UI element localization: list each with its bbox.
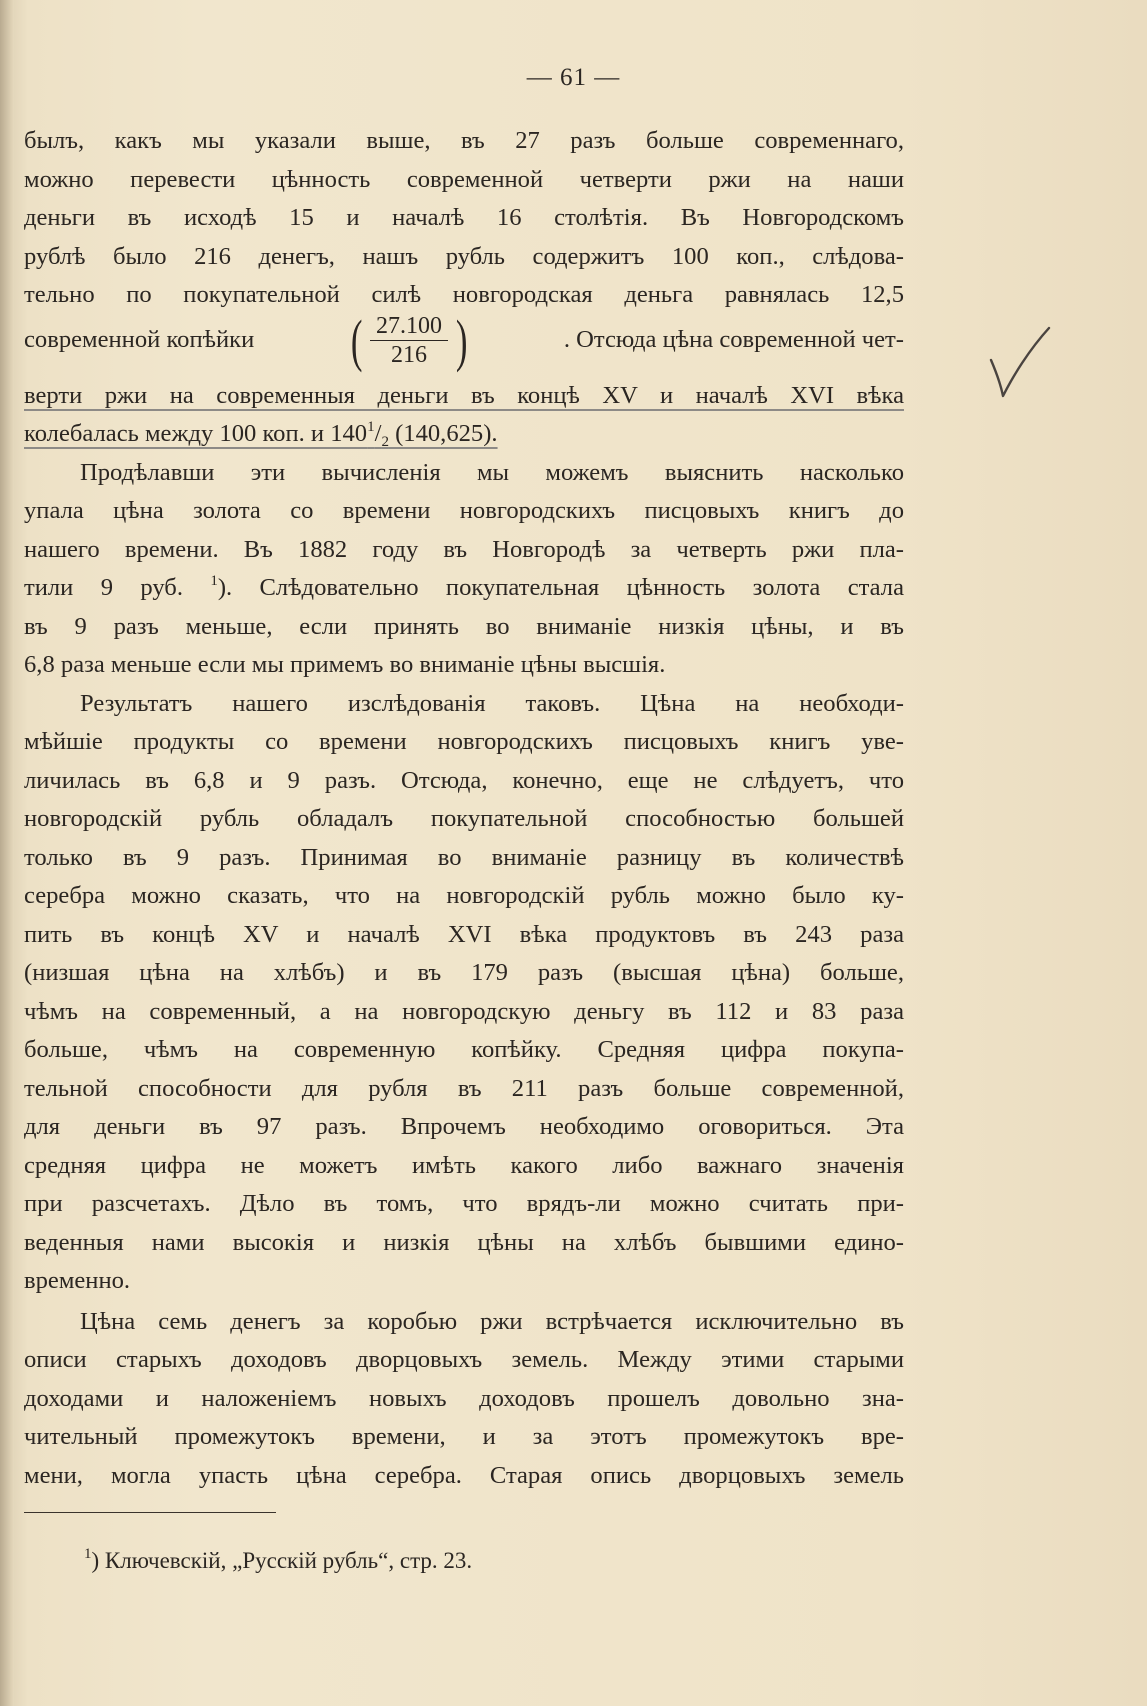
text-line: нашего времени. Въ 1882 году въ Новгородѣ за четверть ржи пла- (24, 535, 904, 563)
text-line: только въ 9 разъ. Принимая во вниманіе разницу въ количествѣ (24, 843, 904, 871)
text-line: описи старыхъ доходовъ дворцовыхъ земель. Между этими старыми (24, 1346, 904, 1373)
text-line: при разсчетахъ. Дѣло въ томъ, что врядъ-ли можно считать при- (24, 1190, 904, 1217)
left-paren-glyph: ( (350, 307, 363, 373)
page-binding-edge (0, 0, 14, 1706)
text-line: Результатъ нашего изслѣдованія таковъ. Цѣна на необходи- (80, 689, 904, 717)
paragraph-4 (24, 1303, 904, 1496)
text-line: Продѣлавши эти вычисленія мы можемъ выяснить насколько (80, 458, 904, 486)
text-segment: . Отсюда цѣна современной чет- (563, 326, 904, 354)
footnote-marker: 1 (84, 1546, 92, 1562)
paragraph-1 (24, 122, 904, 454)
paragraph-3 (24, 685, 904, 1301)
text-line: больше, чѣмъ на современную копѣйку. Средняя цифра покупа- (24, 1036, 904, 1063)
text-line: тили 9 руб. $^1$). Слѣдовательно покупательная цѣнность золота стала (24, 573, 904, 601)
fraction-numerator: 27.100 (370, 312, 448, 341)
text-line: средняя цифра не можетъ имѣть какого либо важнаго значенія (24, 1151, 904, 1179)
text-line: мѣйшіе продукты со времени новгородскихъ писцовыхъ книгъ уве- (24, 728, 904, 755)
page-number: — 61 — (526, 64, 621, 91)
text-line: временно. (24, 1267, 131, 1294)
text-line: 6,8 раза меньше если мы примемъ во вниманіе цѣны высшія. (24, 651, 666, 678)
text-line: Цѣна семь денегъ за коробью ржи встрѣчается исключительно въ (80, 1307, 904, 1335)
underlined-text-line: колебалась между 100 коп. и $140^1/_2$ (140,625). (24, 419, 498, 450)
body-text (24, 122, 904, 1495)
text-segment: современной копѣйки (24, 326, 255, 354)
text-line: деньги въ исходѣ 15 и началѣ 16 столѣтія. Въ Новгородскомъ (24, 204, 904, 231)
text-line: новгородскій рубль обладалъ покупательной способностью большей (24, 805, 904, 832)
text-line: веденныя нами высокія и низкія цѣны на хлѣбъ бывшими едино- (24, 1228, 904, 1256)
text-line: пить въ концѣ XV и началѣ XVI вѣка продуктовъ въ 243 раза (24, 920, 904, 948)
text-line: былъ, какъ мы указали выше, въ 27 разъ больше современнаго, (24, 127, 904, 154)
text-line: мени, могла упасть цѣна серебра. Старая опись дворцовыхъ земель (24, 1461, 904, 1489)
text-line: личилась въ 6,8 и 9 разъ. Отсюда, конечно, еще не слѣдуетъ, что (24, 766, 904, 794)
text-line: тельной способности для рубля въ 211 разъ больше современной, (24, 1074, 904, 1102)
text-line: для деньги въ 97 разъ. Впрочемъ необходимо оговориться. Эта (24, 1113, 904, 1140)
footnote-rule (24, 1512, 276, 1513)
text-line: въ 9 разъ меньше, если принять во вниманіе низкія цѣны, и въ (24, 612, 904, 640)
footnote: $^1$) Ключевскій, „Русскій рубль“, стр. 23. (84, 1546, 473, 1573)
handwritten-checkmark-icon (985, 324, 1055, 404)
paragraph-2 (24, 454, 904, 685)
right-paren-glyph: ) (455, 307, 468, 373)
fraction-denominator: 216 (391, 342, 428, 368)
text-line: можно перевести цѣнность современной четверти ржи на наши (24, 165, 904, 193)
text-line: доходами и наложеніемъ новыхъ доходовъ прошелъ довольно зна- (24, 1384, 904, 1412)
text-line: рублѣ было 216 денегъ, нашъ рубль содержитъ 100 коп., слѣдова- (24, 242, 904, 270)
footnote-ref: 1 (210, 573, 218, 589)
text-line: чительный промежутокъ времени, и за этотъ промежутокъ вре- (24, 1423, 904, 1450)
text-line: чѣмъ на современный, а на новгородскую деньгу въ 112 и 83 раза (24, 997, 904, 1025)
formula-line (24, 309, 904, 373)
underlined-text-line: верти ржи на современныя деньги въ концѣ XV и началѣ XVI вѣка (24, 381, 904, 409)
fraction (347, 307, 472, 373)
text-line: (низшая цѣна на хлѣбъ) и въ 179 разъ (высшая цѣна) больше, (24, 959, 904, 986)
text-line: тельно по покупательной силѣ новгородская деньга равнялась 12,5 (24, 281, 904, 308)
text-line: серебра можно сказать, что на новгородскій рубль можно было ку- (24, 882, 904, 909)
text-line: упала цѣна золота со времени новгородскихъ писцовыхъ книгъ до (24, 497, 904, 524)
